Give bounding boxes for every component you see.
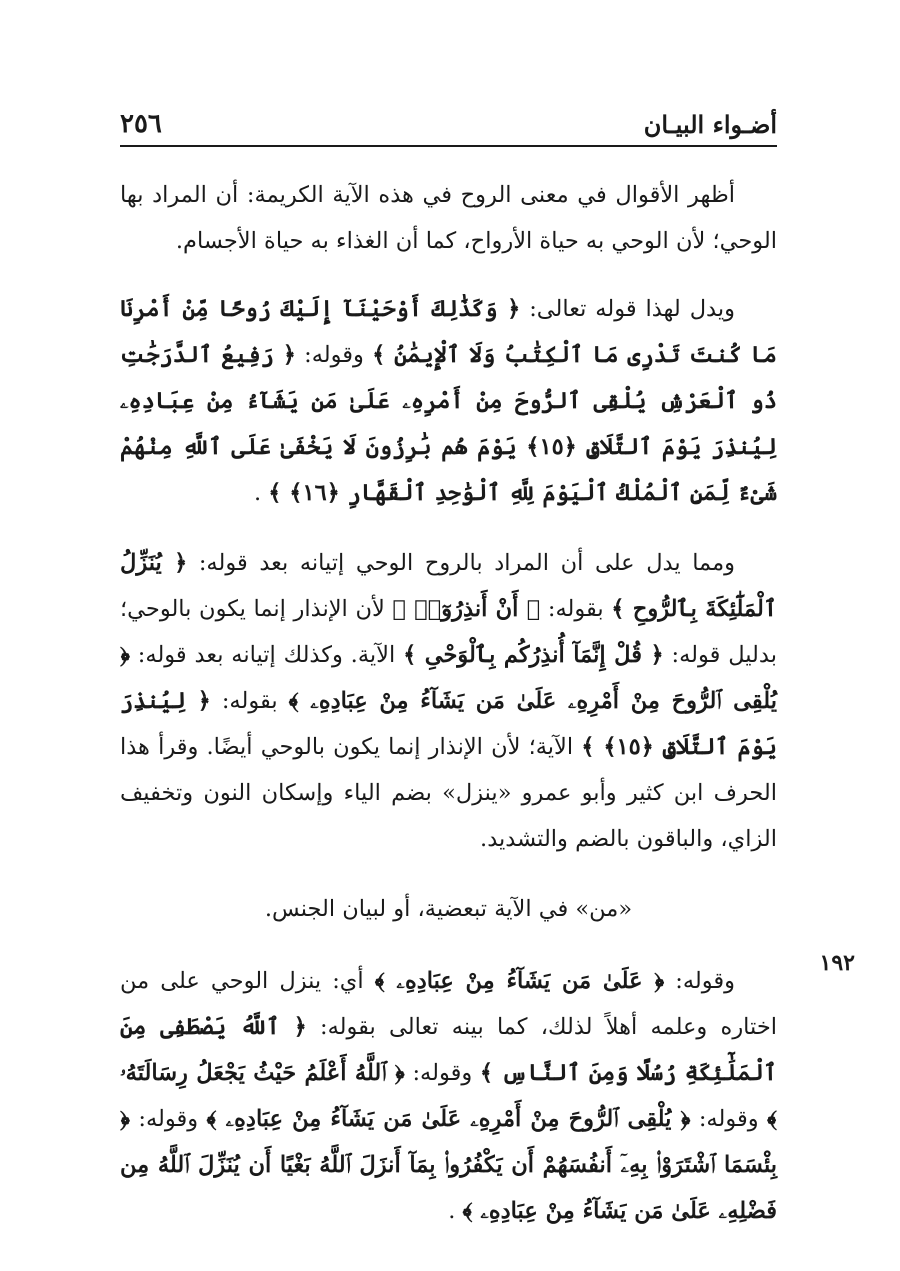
page-number: ٢٥٦ xyxy=(120,109,162,139)
paragraph-text: بقوله: xyxy=(210,688,289,714)
quran-verse: ﴿ يُلْقِى ٱلرُّوحَ مِنْ أَمْرِهِۦ عَلَىٰ مَن يَشَآءُ مِنْ عِبَادِهِۦ ﴾ xyxy=(120,642,777,714)
quran-verse: ﴿ قُلْ إِنَّمَآ أُنذِرُكُم بِٱلْوَحْىِ ﴾ xyxy=(403,642,664,668)
paragraph-text: لأن الإنذار إنما يكون بالوحي؛ بدليل قوله: xyxy=(120,596,777,668)
quran-verse: ﴿ يُنَزِّلُ ٱلْمَلَٰٓئِكَةَ بِٱلرُّوحِ ﴾ xyxy=(120,550,777,622)
margin-note: ١٩٢ xyxy=(819,950,855,976)
paragraph-text: أظهر الأقوال في معنى الروح في هذه الآية الكريمة: أن المراد بها الوحي؛ لأن الوحي به حياة الأرواح، كما أن الغذاء به حياة الأجسام. xyxy=(120,182,777,254)
paragraph-3 xyxy=(120,540,777,862)
paragraph-2 xyxy=(120,286,777,516)
paragraph-text: ومما يدل على أن المراد بالروح الوحي إتيانه بعد قوله: xyxy=(187,550,735,576)
paragraph-text: الآية. وكذلك إتيانه بعد قوله: xyxy=(129,642,404,668)
paragraph-text: . xyxy=(253,480,269,506)
paragraph-text: وقوله: xyxy=(690,1106,767,1132)
paragraph-text: ويدل لهذا قوله تعالى: xyxy=(520,296,735,322)
book-title: أضـواء البيـان xyxy=(643,110,777,139)
paragraph-text: وقوله: xyxy=(129,1106,207,1132)
paragraph-1 xyxy=(120,172,777,264)
paragraph-text: وقوله: xyxy=(664,968,735,994)
quran-verse: ﴿ يُلْقِى ٱلرُّوحَ مِنْ أَمْرِهِۦ عَلَىٰ مَن يَشَآءُ مِنْ عِبَادِهِۦ ﴾ xyxy=(206,1106,691,1132)
paragraph-5 xyxy=(120,958,777,1234)
page-body xyxy=(120,172,777,1256)
quran-verse: ﴿ لِيُنذِرَ يَوْمَ ٱلتَّلَاقِ ﴿١٥﴾ ﴾ xyxy=(120,688,777,760)
running-header xyxy=(120,105,777,147)
paragraph-text: أي: ينزل الوحي على من اختاره وعلمه أهلاً لذلك، كما بينه تعالى بقوله: xyxy=(120,968,777,1040)
quran-verse: ﴿ ٱللَّهُ يَصْطَفِى مِنَ ٱلْمَلَٰٓئِكَةِ رُسُلًا وَمِنَ ٱلنَّاسِ ﴾ xyxy=(120,1014,777,1086)
paragraph-text: . xyxy=(448,1198,463,1224)
paragraph-text: وقوله: xyxy=(295,342,373,368)
quran-verse: ﴿ بِئْسَمَا ٱشْتَرَوْا۟ بِهِۦٓ أَنفُسَهُمْ أَن يَكْفُرُوا۟ بِمَآ أَنزَلَ ٱللَّهُ بَغْيًا أَن يُنَزِّلَ ٱللَّهُ مِن فَضْلِهِۦ عَلَىٰ مَن يَشَآءُ مِنْ عِبَادِهِۦ ﴾ xyxy=(120,1106,777,1224)
paragraph-text: وقوله: xyxy=(404,1060,480,1086)
quran-verse: ﴿ ٱللَّهُ أَعْلَمُ حَيْثُ يَجْعَلُ رِسَالَتَهُۥ ﴾ xyxy=(120,1060,777,1132)
paragraph-text: «من» في الآية تبعضية، أو لبيان الجنس. xyxy=(264,896,633,922)
quran-verse: ﴿ وَكَذَٰلِكَ أَوْحَيْنَآ إِلَيْكَ رُوحًا مِّنْ أَمْرِنَا مَا كُنتَ تَدْرِى مَا ٱلْكِتَٰبُ وَلَا ٱلْإِيمَٰنُ ﴾ xyxy=(120,296,777,368)
quran-verse: ﴿ رَفِيعُ ٱلدَّرَجَٰتِ ذُو ٱلْعَرْشِ يُلْقِى ٱلرُّوحَ مِنْ أَمْرِهِۦ عَلَىٰ مَن يَشَآءُ مِنْ عِبَادِهِۦ لِيُنذِرَ يَوْمَ ٱلتَّلَاقِ ﴿١٥﴾ يَوْمَ هُم بَٰرِزُونَ لَا يَخْفَىٰ عَلَى ٱللَّهِ مِنْهُمْ شَىْءٌ لِّمَنِ ٱلْمُلْكُ ٱلْيَوْمَ لِلَّهِ ٱلْوَٰحِدِ ٱلْقَهَّارِ ﴿١٦﴾ ﴾ xyxy=(120,342,777,506)
paragraph-text: الآية؛ لأن الإنذار إنما يكون بالوحي أيضًا. وقرأ هذا الحرف ابن كثير وأبو عمرو «ينزل» بضم الياء وإسكان النون وتخفيف الزاي، والباقون بالضم والتشديد. xyxy=(120,734,777,852)
paragraph-4 xyxy=(120,886,777,932)
quran-verse: ﴿ أَنْ أَنذِرُوٓا۟ ﴾ xyxy=(392,596,541,622)
quran-verse: ﴿ عَلَىٰ مَن يَشَآءُ مِنْ عِبَادِهِۦ ﴾ xyxy=(374,968,665,994)
paragraph-text: بقوله: xyxy=(540,596,612,622)
